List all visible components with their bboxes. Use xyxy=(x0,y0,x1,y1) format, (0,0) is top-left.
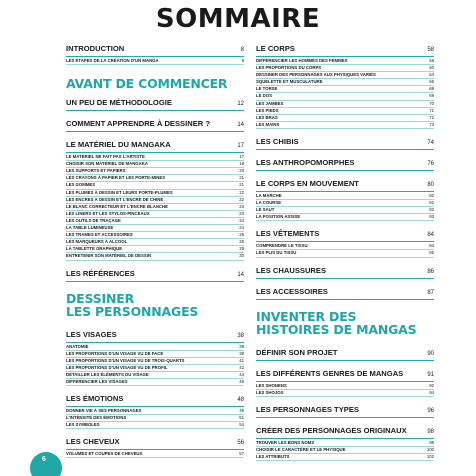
toc-item[interactable] xyxy=(256,93,434,100)
toc-item-label: LES PIEDS xyxy=(256,107,279,113)
chapter-genres[interactable] xyxy=(256,369,434,397)
toc-item-label: LES ÉTAPES DE LA CRÉATION D'UN MANGA xyxy=(66,58,159,63)
chapter-title: LES RÉFÉRENCES xyxy=(66,268,135,278)
toc-item[interactable] xyxy=(66,372,244,379)
toc-item[interactable] xyxy=(66,197,244,204)
chapter-corps[interactable] xyxy=(256,44,434,129)
chapter-page: 58 xyxy=(427,47,434,53)
chapter-mouvement[interactable] xyxy=(256,179,434,221)
chapter-personnages-originaux[interactable] xyxy=(256,426,434,461)
toc-item-label: LE BLANC CORRECTEUR ET L'ENCRE BLANCHE xyxy=(66,203,168,209)
toc-item[interactable] xyxy=(66,239,244,246)
toc-item-label: LE DOS xyxy=(256,93,272,99)
toc-item-label: DIFFÉRENCIER LES VISAGES xyxy=(66,378,128,384)
toc-item-label: CHOISIR LE CARACTÈRE ET LE PHYSIQUE xyxy=(256,446,346,452)
chapter-title: DÉFINIR SON PROJET xyxy=(256,347,338,357)
toc-item-label: LES OUTILS DE TRAÇAGE xyxy=(66,217,121,223)
toc-item[interactable] xyxy=(66,190,244,197)
toc-item-page: 29 xyxy=(239,246,244,252)
toc-item-label: LE TORSE xyxy=(256,86,278,92)
toc-item-page: 20 xyxy=(239,168,244,174)
toc-item-page: 70 xyxy=(429,100,434,106)
chapter-title: LES CHAUSSURES xyxy=(256,265,327,275)
toc-item-label: LES MAINS xyxy=(256,121,280,127)
toc-item-page: 41 xyxy=(239,357,244,363)
toc-left-column xyxy=(66,44,244,458)
toc-item-page: 66 xyxy=(429,79,434,85)
chapter-chibis[interactable] xyxy=(256,137,434,150)
toc-item-label: LA POSITION ASSISE xyxy=(256,214,301,220)
toc-item-label: LES ENCRES À DESSIN ET L'ENCRE DE CHINE xyxy=(66,196,164,202)
toc-item-label: ANATOMIE xyxy=(66,343,89,349)
toc-item[interactable] xyxy=(256,65,434,72)
toc-item[interactable] xyxy=(66,182,244,189)
toc-item-page: 60 xyxy=(429,65,434,71)
chapter-title: LES DIFFÉRENTS GENRES DE MANGAS xyxy=(256,368,404,378)
toc-item[interactable] xyxy=(66,161,244,168)
toc-item-label: CHOISIR SON MATÉRIEL DE MANGAKA xyxy=(66,161,148,167)
toc-item-page: 100 xyxy=(426,446,434,452)
chapter-page: 86 xyxy=(427,268,434,275)
toc-item-label: LES CRAYONS À PAPIER ET LES PORTE-MINES xyxy=(66,175,166,181)
chapter-page: 87 xyxy=(427,289,434,296)
toc-item-page: 44 xyxy=(239,371,244,377)
chapter-title: LES ANTHROPOMORPHES xyxy=(256,157,355,167)
chapter-apprendre[interactable] xyxy=(66,119,244,132)
toc-item-page: 9 xyxy=(241,58,244,63)
chapter-materiel[interactable] xyxy=(66,140,244,260)
toc-item[interactable] xyxy=(66,253,244,260)
toc-item[interactable] xyxy=(256,243,434,250)
toc-item[interactable] xyxy=(256,122,434,129)
toc-item-page: 72 xyxy=(429,114,434,120)
toc-item-page: 58 xyxy=(429,58,434,63)
chapter-references[interactable] xyxy=(66,269,244,282)
toc-item-page: 22 xyxy=(239,189,244,195)
toc-item-page: 99 xyxy=(429,439,434,445)
toc-item-label: DESSINER DES PERSONNAGES AUX PHYSIQUES VARIÉS xyxy=(256,72,376,78)
toc-item[interactable] xyxy=(66,246,244,253)
toc-item[interactable] xyxy=(66,58,244,65)
toc-item-page: 23 xyxy=(239,210,244,216)
toc-item-page: 71 xyxy=(429,107,434,113)
toc-item-label: LES SHOJOS xyxy=(256,389,284,395)
toc-item[interactable] xyxy=(256,454,434,461)
toc-item[interactable] xyxy=(66,408,244,415)
toc-item-label: LES PROPORTIONS DU CORPS xyxy=(256,65,322,71)
toc-item-label: LES SUPPORTS ET PAPIERS xyxy=(66,168,126,174)
toc-item-label: ENTRETENIR SON MATÉRIEL DE DESSIN xyxy=(66,253,152,259)
chapter-page: 84 xyxy=(427,232,434,239)
toc-item-page: 54 xyxy=(239,422,244,428)
chapter-title: LES VISAGES xyxy=(66,329,117,339)
toc-item-label: LES PLUMES À DESSIN ET LEURS PORTE-PLUMES xyxy=(66,189,173,195)
toc-item-label: VOLUMES ET COUPES DE CHEVEUX xyxy=(66,451,143,457)
toc-item[interactable] xyxy=(66,218,244,225)
toc-right-column xyxy=(256,44,434,461)
toc-item-label: LE SAUT xyxy=(256,207,275,213)
toc-item-page: 83 xyxy=(429,214,434,220)
toc-item-page: 84 xyxy=(429,243,434,249)
chapter-page: 56 xyxy=(237,440,244,447)
chapter-emotions[interactable] xyxy=(66,394,244,429)
chapter-page: 17 xyxy=(237,143,244,150)
toc-item-label: LES PROPORTIONS D'UN VISAGE VU DE TROIS-QUARTS xyxy=(66,357,185,363)
toc-item-label: LES SYMBOLES xyxy=(66,422,100,428)
toc-item[interactable] xyxy=(256,193,434,200)
toc-item-page: 64 xyxy=(429,72,434,78)
toc-item[interactable] xyxy=(256,440,434,447)
toc-item[interactable] xyxy=(66,204,244,211)
toc-item-page: 30 xyxy=(239,253,244,259)
toc-item[interactable] xyxy=(256,115,434,122)
part-title-line: INVENTER DES xyxy=(256,308,357,324)
chapter-title: LES PERSONNAGES TYPES xyxy=(256,404,359,414)
toc-item-label: LA MARCHE xyxy=(256,192,282,198)
page-number: 6 xyxy=(42,456,46,463)
toc-item[interactable] xyxy=(66,225,244,232)
toc-item-page: 82 xyxy=(429,192,434,198)
part-title-line: LES PERSONNAGES xyxy=(66,303,199,319)
chapter-page: 38 xyxy=(237,332,244,339)
chapter-title: INTRODUCTION xyxy=(66,44,125,53)
toc-item-label: TROUVER LES BONS NOMS xyxy=(256,439,315,445)
toc-item[interactable] xyxy=(256,207,434,214)
part-title-line: HISTOIRES DE MANGAS xyxy=(256,321,417,337)
toc-item[interactable] xyxy=(256,108,434,115)
toc-item-label: DIFFÉRENCIER LES HOMMES DES FEMMES xyxy=(256,58,348,63)
toc-item-page: 102 xyxy=(426,453,434,459)
toc-item[interactable] xyxy=(256,86,434,93)
toc-item-page: 46 xyxy=(239,378,244,384)
toc-item-label: DONNER VIE À SES PERSONNAGES xyxy=(66,408,142,414)
toc-item[interactable] xyxy=(256,101,434,108)
toc-item-page: 38 xyxy=(239,343,244,349)
toc-item[interactable] xyxy=(66,365,244,372)
toc-item-page: 73 xyxy=(429,121,434,127)
chapter-page: 14 xyxy=(237,271,244,278)
toc-item-page: 42 xyxy=(239,364,244,370)
toc-item-page: 69 xyxy=(429,93,434,99)
toc-item[interactable] xyxy=(256,383,434,390)
chapter-page: 98 xyxy=(427,428,434,435)
toc-item-label: COMPRENDRE LE TISSU xyxy=(256,243,308,249)
toc-item-page: 24 xyxy=(239,225,244,231)
toc-item-page: 21 xyxy=(239,182,244,188)
chapter-cheveux[interactable] xyxy=(66,437,244,458)
toc-item[interactable] xyxy=(256,79,434,86)
toc-item-page: 92 xyxy=(429,382,434,388)
toc-item-page: 25 xyxy=(239,232,244,238)
chapter-accessoires[interactable] xyxy=(256,287,434,300)
toc-item-label: L'INTENSITÉ DES ÉMOTIONS xyxy=(66,415,127,421)
toc-item-page: 82 xyxy=(429,207,434,213)
toc-item-label: LES ATTRIBUTS xyxy=(256,453,290,459)
toc-item-label: LES JAMBES xyxy=(256,100,284,106)
toc-item-label: LES BRAS xyxy=(256,114,278,120)
toc-item[interactable] xyxy=(66,415,244,422)
chapter-chaussures[interactable] xyxy=(256,266,434,279)
part-title-inventer xyxy=(256,310,434,336)
toc-item-label: LA COURSE xyxy=(256,200,282,206)
toc-item[interactable] xyxy=(66,379,244,386)
chapter-vetements[interactable] xyxy=(256,229,434,257)
chapter-page: 90 xyxy=(427,350,434,357)
toc-item-page: 21 xyxy=(239,175,244,181)
toc-item[interactable] xyxy=(256,250,434,257)
chapter-title: CRÉER DES PERSONNAGES ORIGINAUX xyxy=(256,425,407,435)
chapter-introduction[interactable] xyxy=(66,44,244,65)
toc-item[interactable] xyxy=(66,351,244,358)
toc-item-label: SQUELETTE ET MUSCULATURE xyxy=(256,79,323,85)
toc-item-page: 19 xyxy=(239,161,244,167)
toc-item-label: LES PROPORTIONS D'UN VISAGE VU DE PROFIL xyxy=(66,364,168,370)
toc-item-page: 57 xyxy=(239,451,244,457)
toc-item[interactable] xyxy=(256,200,434,207)
toc-item-label: LES MARQUEURS À ALCOOL xyxy=(66,239,128,245)
toc-item-label: LES LINERS ET LES STYLOS-PINCEAUX xyxy=(66,210,150,216)
page-title: SOMMAIRE xyxy=(155,4,321,34)
toc-item[interactable] xyxy=(256,214,434,221)
toc-item[interactable] xyxy=(66,358,244,365)
toc-item[interactable] xyxy=(66,168,244,175)
page-number-badge xyxy=(30,452,62,476)
chapter-personnages-types[interactable] xyxy=(256,405,434,418)
toc-item-label: LES GOMMES xyxy=(66,182,96,188)
toc-item-page: 17 xyxy=(239,154,244,160)
chapter-title: LE CORPS EN MOUVEMENT xyxy=(256,178,359,188)
toc-item-label: LES SHONENS xyxy=(256,382,287,388)
chapter-visages[interactable] xyxy=(66,330,244,387)
toc-item-page: 51 xyxy=(239,415,244,421)
toc-item-label: DÉTAILLER LES ÉLÉMENTS DU VISAGE xyxy=(66,371,149,377)
chapter-title: LE CORPS xyxy=(256,44,295,53)
toc-item[interactable] xyxy=(66,211,244,218)
toc-item-page: 24 xyxy=(239,217,244,223)
chapter-page: 91 xyxy=(427,371,434,378)
toc-item-page: 48 xyxy=(239,408,244,414)
chapter-projet[interactable] xyxy=(256,348,434,361)
chapter-methodologie[interactable] xyxy=(66,98,244,111)
toc-item-page: 68 xyxy=(429,86,434,92)
part-title-dessiner xyxy=(66,292,244,318)
chapter-page: 8 xyxy=(240,47,244,53)
toc-item[interactable] xyxy=(256,58,434,65)
toc-item-page: 26 xyxy=(239,239,244,245)
chapter-page: 76 xyxy=(427,160,434,167)
chapter-title: LES CHEVEUX xyxy=(66,437,120,447)
toc-item-label: LA TABLE LUMINEUSE xyxy=(66,225,114,231)
toc-item-label: LES TRAMES ET ACCESSOIRES xyxy=(66,232,133,238)
toc-item-page: 82 xyxy=(429,200,434,206)
chapter-title: UN PEU DE MÉTHODOLOGIE xyxy=(66,98,172,108)
toc-item[interactable] xyxy=(66,344,244,351)
toc-item[interactable] xyxy=(66,175,244,182)
toc-item[interactable] xyxy=(256,390,434,397)
toc-item[interactable] xyxy=(66,451,244,458)
chapter-title: LE MATÉRIEL DU MANGAKA xyxy=(66,140,171,150)
toc-item[interactable] xyxy=(256,447,434,454)
toc-item-page: 22 xyxy=(239,196,244,202)
toc-item[interactable] xyxy=(66,422,244,429)
chapter-page: 80 xyxy=(427,181,434,188)
part-title-avant: AVANT DE COMMENCER xyxy=(66,76,228,92)
chapter-page: 96 xyxy=(427,407,434,414)
toc-item-page: 23 xyxy=(239,203,244,209)
toc-item-page: 85 xyxy=(429,250,434,256)
chapter-title: LES VÊTEMENTS xyxy=(256,229,320,239)
chapter-page: 14 xyxy=(237,122,244,129)
chapter-page: 48 xyxy=(237,397,244,404)
toc-item-label: LES PLIS DU TISSU xyxy=(256,250,297,256)
chapter-anthropomorphes[interactable] xyxy=(256,158,434,171)
chapter-title: LES ACCESSOIRES xyxy=(256,286,328,296)
toc-item-label: LES PROPORTIONS D'UN VISAGE VU DE FACE xyxy=(66,350,164,356)
toc-item-label: LE MATÉRIEL NE FAIT PAS L'ARTISTE xyxy=(66,154,145,160)
part-title-line: DESSINER xyxy=(66,290,135,306)
toc-item[interactable] xyxy=(256,72,434,79)
chapter-title: COMMENT APPRENDRE À DESSINER ? xyxy=(66,119,211,129)
toc-item[interactable] xyxy=(66,232,244,239)
toc-item-page: 94 xyxy=(429,389,434,395)
chapter-title: LES CHIBIS xyxy=(256,136,299,146)
toc-item[interactable] xyxy=(66,154,244,161)
toc-item-label: LA TABLETTE GRAPHIQUE xyxy=(66,246,123,252)
chapter-page: 74 xyxy=(427,139,434,146)
toc-item-page: 39 xyxy=(239,350,244,356)
chapter-title: LES ÉMOTIONS xyxy=(66,394,124,404)
chapter-page: 12 xyxy=(237,101,244,108)
